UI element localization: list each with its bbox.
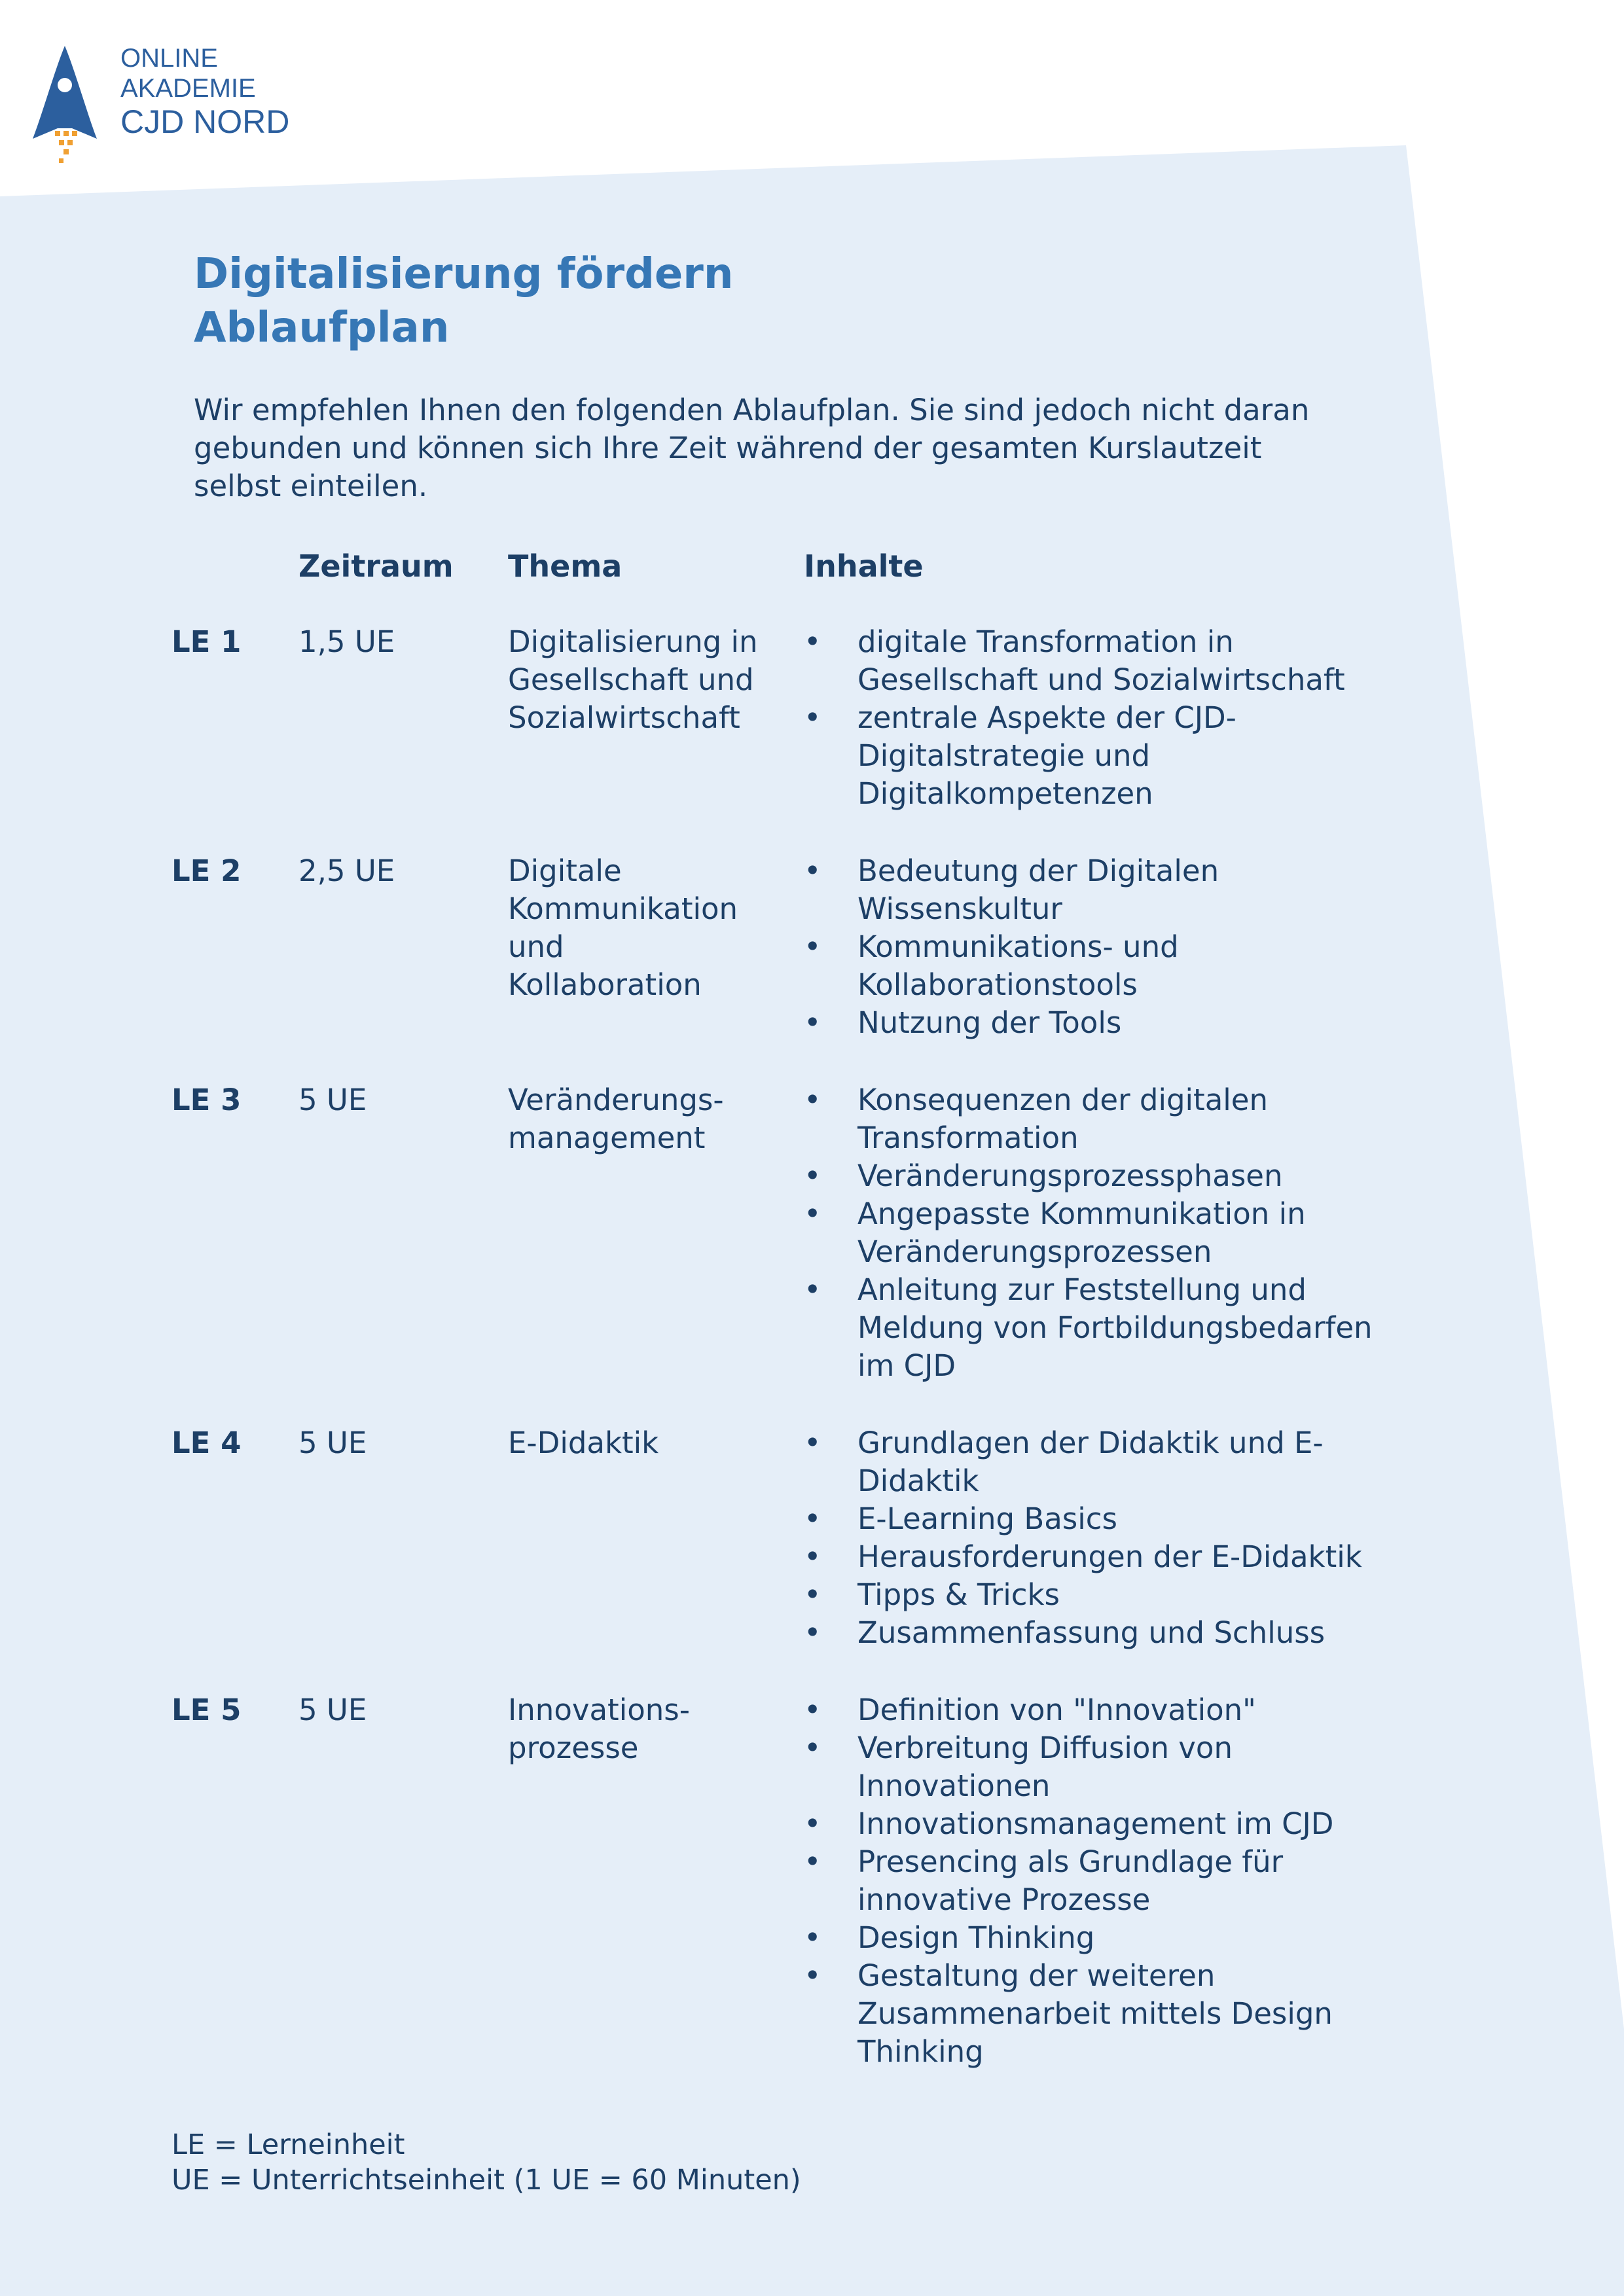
bullet-icon: •: [804, 1920, 821, 1955]
bullet-icon: •: [804, 1501, 821, 1536]
thema-line: Innovations-: [508, 1693, 690, 1727]
list-item: [804, 1805, 1432, 1843]
inhalte-list: [804, 1081, 1432, 1385]
logo-line-cjd-nord: CJD NORD: [120, 103, 290, 140]
list-item-line: Zusammenfassung und Schluss: [857, 1615, 1326, 1650]
bullet-icon: •: [804, 624, 821, 659]
bullet-icon: •: [804, 700, 821, 735]
list-item-line: Verbreitung Diffusion von: [857, 1731, 1233, 1765]
bullet-icon: •: [804, 1005, 821, 1040]
footnote-ue: UE = Unterrichtseinheit (1 UE = 60 Minuten): [171, 2164, 801, 2197]
rocket-icon: [29, 43, 101, 168]
list-item-line: Wissenskultur: [857, 891, 1062, 926]
le-label: LE 1: [171, 624, 242, 659]
list-item: [804, 1576, 1432, 1614]
list-item-line: im CJD: [857, 1348, 956, 1383]
thema-line: Kommunikation: [508, 891, 738, 926]
list-item: [804, 1957, 1432, 2071]
logo-line-online: ONLINE: [120, 44, 218, 73]
zeitraum-value: 1,5 UE: [298, 624, 395, 659]
bullet-icon: •: [804, 1539, 821, 1574]
list-item-line: Digitalkompetenzen: [857, 776, 1153, 811]
bullet-icon: •: [804, 1844, 821, 1879]
list-item: [804, 928, 1432, 1004]
list-item-line: Transformation: [857, 1121, 1079, 1155]
list-item-line: Angepasste Kommunikation in: [857, 1196, 1306, 1231]
zeitraum-value: 2,5 UE: [298, 853, 395, 888]
list-item-line: zentrale Aspekte der CJD-: [857, 700, 1236, 735]
list-item-line: Gestaltung der weiteren: [857, 1958, 1216, 1993]
list-item: [804, 1729, 1432, 1805]
intro-paragraph: [194, 391, 1437, 505]
list-item-line: Anleitung zur Feststellung und: [857, 1272, 1307, 1307]
title-line-1: Digitalisierung fördern: [194, 250, 734, 298]
bullet-icon: •: [804, 929, 821, 964]
list-item-line: Innovationsmanagement im CJD: [857, 1806, 1334, 1841]
list-item-line: Innovationen: [857, 1768, 1051, 1803]
list-item-line: Konsequenzen der digitalen: [857, 1083, 1268, 1117]
footnote-le: LE = Lerneinheit: [171, 2128, 405, 2161]
page-title: [194, 247, 733, 355]
thema-line: prozesse: [508, 1731, 639, 1765]
list-item-line: Kommunikations- und: [857, 929, 1179, 964]
thema-line: E-Didaktik: [508, 1426, 659, 1460]
intro-line-3: selbst einteilen.: [194, 469, 428, 503]
list-item-line: innovative Prozesse: [857, 1882, 1151, 1917]
list-item: [804, 1004, 1432, 1042]
list-item-line: Veränderungsprozessen: [857, 1234, 1212, 1269]
list-item-line: Bedeutung der Digitalen: [857, 853, 1219, 888]
header-thema: Thema: [508, 548, 623, 584]
zeitraum-value: 5 UE: [298, 1083, 367, 1117]
bullet-icon: •: [804, 1693, 821, 1727]
list-item-line: Design Thinking: [857, 1920, 1095, 1955]
logo-line-akademie: AKADEMIE: [120, 74, 256, 103]
thema-value: [508, 852, 796, 1004]
intro-line-1: Wir empfehlen Ihnen den folgenden Ablaufplan. Sie sind jedoch nicht daran: [194, 393, 1310, 427]
inhalte-list: [804, 852, 1432, 1042]
list-item-line: Nutzung der Tools: [857, 1005, 1122, 1040]
le-label: LE 4: [171, 1426, 242, 1460]
list-item-line: Kollaborationstools: [857, 967, 1138, 1002]
list-item: [804, 1538, 1432, 1576]
list-item: [804, 852, 1432, 928]
list-item-line: Definition von "Innovation": [857, 1693, 1256, 1727]
list-item: [804, 1919, 1432, 1957]
thema-value: [508, 1691, 796, 1767]
thema-line: und: [508, 929, 564, 964]
list-item: [804, 1614, 1432, 1652]
bullet-icon: •: [804, 1272, 821, 1307]
inhalte-list: [804, 623, 1432, 813]
list-item: [804, 1500, 1432, 1538]
logo: [29, 43, 310, 174]
thema-line: Digitalisierung in: [508, 624, 758, 659]
list-item: [804, 1424, 1432, 1500]
header-inhalte: Inhalte: [804, 548, 924, 584]
list-item: [804, 699, 1432, 813]
list-item: [804, 1843, 1432, 1919]
thema-value: [508, 623, 796, 737]
thema-line: Sozialwirtschaft: [508, 700, 740, 735]
zeitraum-value: 5 UE: [298, 1693, 367, 1727]
bullet-icon: •: [804, 1196, 821, 1231]
list-item-line: Zusammenarbeit mittels Design: [857, 1996, 1333, 2031]
bullet-icon: •: [804, 1806, 821, 1841]
list-item-line: digitale Transformation in: [857, 624, 1234, 659]
list-item: [804, 1195, 1432, 1271]
list-item-line: Thinking: [857, 2034, 984, 2069]
list-item-line: Digitalstrategie und: [857, 738, 1151, 773]
list-item: [804, 1271, 1432, 1385]
header-zeitraum: Zeitraum: [298, 548, 454, 584]
thema-line: Veränderungs-: [508, 1083, 724, 1117]
list-item: [804, 623, 1432, 699]
thema-value: [508, 1081, 796, 1157]
thema-line: Digitale: [508, 853, 622, 888]
bullet-icon: •: [804, 1083, 821, 1117]
list-item-line: Tipps & Tricks: [857, 1577, 1060, 1612]
list-item: [804, 1157, 1432, 1195]
inhalte-list: [804, 1691, 1432, 2071]
le-label: LE 2: [171, 853, 242, 888]
list-item-line: Presencing als Grundlage für: [857, 1844, 1284, 1879]
zeitraum-value: 5 UE: [298, 1426, 367, 1460]
title-line-2: Ablaufplan: [194, 304, 450, 352]
bullet-icon: •: [804, 853, 821, 888]
list-item: [804, 1691, 1432, 1729]
list-item-line: Grundlagen der Didaktik und E-: [857, 1426, 1324, 1460]
list-item-line: E-Learning Basics: [857, 1501, 1117, 1536]
inhalte-list: [804, 1424, 1432, 1652]
bullet-icon: •: [804, 1731, 821, 1765]
list-item-line: Didaktik: [857, 1463, 979, 1498]
thema-line: Gesellschaft und: [508, 662, 754, 697]
bullet-icon: •: [804, 1577, 821, 1612]
list-item-line: Veränderungsprozessphasen: [857, 1158, 1283, 1193]
list-item-line: Gesellschaft und Sozialwirtschaft: [857, 662, 1345, 697]
thema-value: [508, 1424, 796, 1462]
list-item-line: Meldung von Fortbildungsbedarfen: [857, 1310, 1373, 1345]
bullet-icon: •: [804, 1958, 821, 1993]
list-item-line: Herausforderungen der E-Didaktik: [857, 1539, 1362, 1574]
bullet-icon: •: [804, 1158, 821, 1193]
thema-line: Kollaboration: [508, 967, 702, 1002]
intro-line-2: gebunden und können sich Ihre Zeit während der gesamten Kurslautzeit: [194, 431, 1262, 465]
thema-line: management: [508, 1121, 706, 1155]
bullet-icon: •: [804, 1426, 821, 1460]
le-label: LE 5: [171, 1693, 242, 1727]
legend-footnote: [171, 2127, 801, 2198]
le-label: LE 3: [171, 1083, 242, 1117]
bullet-icon: •: [804, 1615, 821, 1650]
list-item: [804, 1081, 1432, 1157]
